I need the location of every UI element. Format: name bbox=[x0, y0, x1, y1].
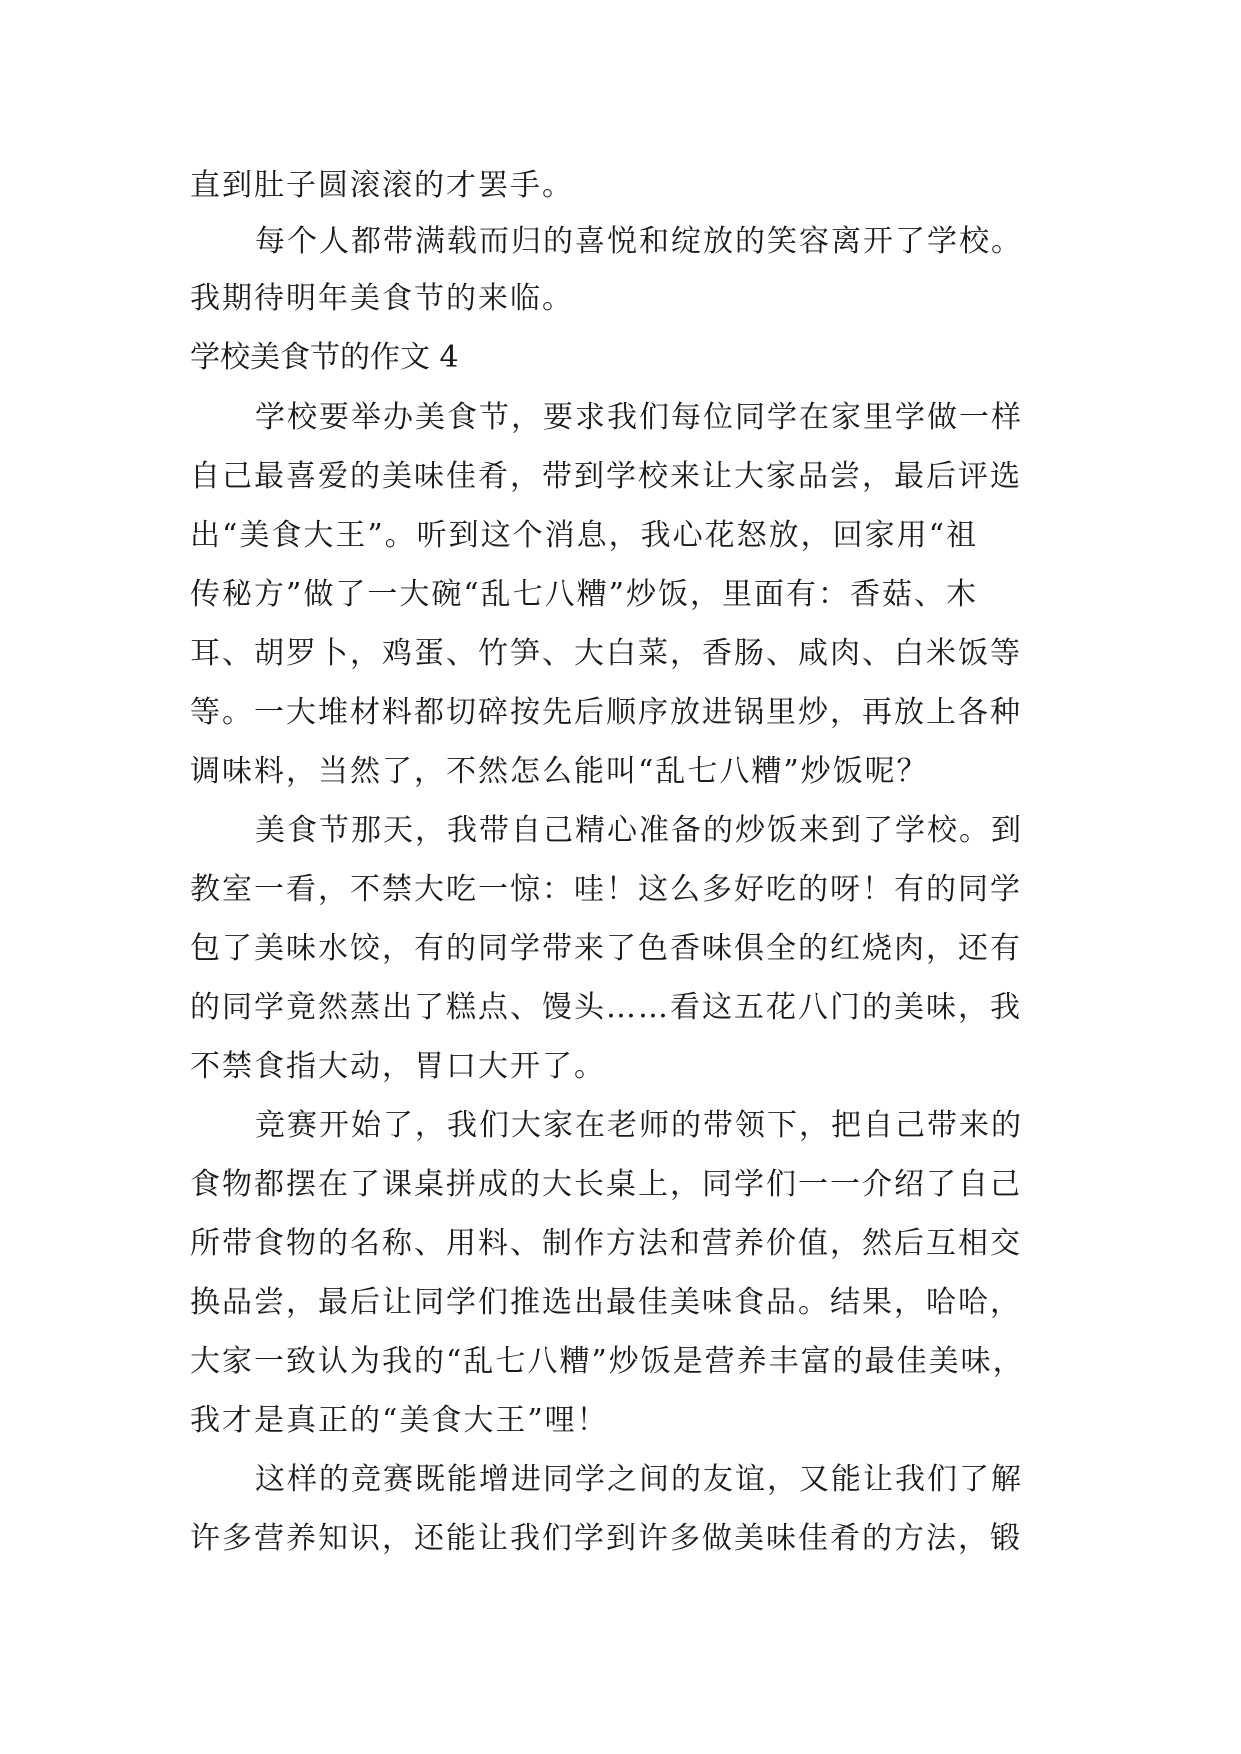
text-line: 教室一看，不禁大吃一惊：哇！这么多好吃的呀！有的同学 bbox=[190, 872, 1022, 907]
text-line: 自己最喜爱的美味佳肴，带到学校来让大家品尝，最后评选 bbox=[190, 459, 1022, 494]
text-line: 这样的竞赛既能增进同学之间的友谊，又能让我们了解 bbox=[255, 1462, 1023, 1497]
text-line: 出“美食大王”。听到这个消息，我心花怒放，回家用“祖 bbox=[190, 518, 979, 553]
text-line: 不禁食指大动，胃口大开了。 bbox=[190, 1049, 606, 1084]
text-line: 许多营养知识，还能让我们学到许多做美味佳肴的方法，锻 bbox=[190, 1521, 1022, 1556]
text-line: 竞赛开始了，我们大家在老师的带领下，把自己带来的 bbox=[255, 1108, 1023, 1143]
section-heading: 学校美食节的作文 4 bbox=[190, 340, 459, 375]
text-line: 大家一致认为我的“乱七八糟”炒饭是营养丰富的最佳美味， bbox=[190, 1344, 1025, 1379]
text-line: 直到肚子圆滚滚的才罢手。 bbox=[190, 168, 574, 203]
text-line: 等。一大堆材料都切碎按先后顺序放进锅里炒，再放上各种 bbox=[190, 695, 1022, 730]
text-line: 我才是真正的“美食大王”哩！ bbox=[190, 1403, 609, 1438]
text-line: 所带食物的名称、用料、制作方法和营养价值，然后互相交 bbox=[190, 1226, 1022, 1261]
text-line: 包了美味水饺，有的同学带来了色香味俱全的红烧肉，还有 bbox=[190, 931, 1022, 966]
text-line: 调味料，当然了，不然怎么能叫“乱七八糟”炒饭呢？ bbox=[190, 754, 929, 789]
text-line: 学校要举办美食节，要求我们每位同学在家里学做一样 bbox=[255, 400, 1023, 435]
text-line: 耳、胡罗卜，鸡蛋、竹笋、大白菜，香肠、咸肉、白米饭等 bbox=[190, 636, 1022, 671]
text-line: 的同学竟然蒸出了糕点、馒头……看这五花八门的美味，我 bbox=[190, 990, 1022, 1025]
text-line: 我期待明年美食节的来临。 bbox=[190, 281, 574, 316]
text-line: 换品尝，最后让同学们推选出最佳美味食品。结果，哈哈， bbox=[190, 1285, 1022, 1320]
text-line: 每个人都带满载而归的喜悦和绽放的笑容离开了学校。 bbox=[255, 224, 1023, 259]
text-line: 传秘方”做了一大碗“乱七八糟”炒饭，里面有：香菇、木 bbox=[190, 577, 979, 612]
text-line: 美食节那天，我带自己精心准备的炒饭来到了学校。到 bbox=[255, 813, 1023, 848]
text-line: 食物都摆在了课桌拼成的大长桌上，同学们一一介绍了自己 bbox=[190, 1167, 1022, 1202]
